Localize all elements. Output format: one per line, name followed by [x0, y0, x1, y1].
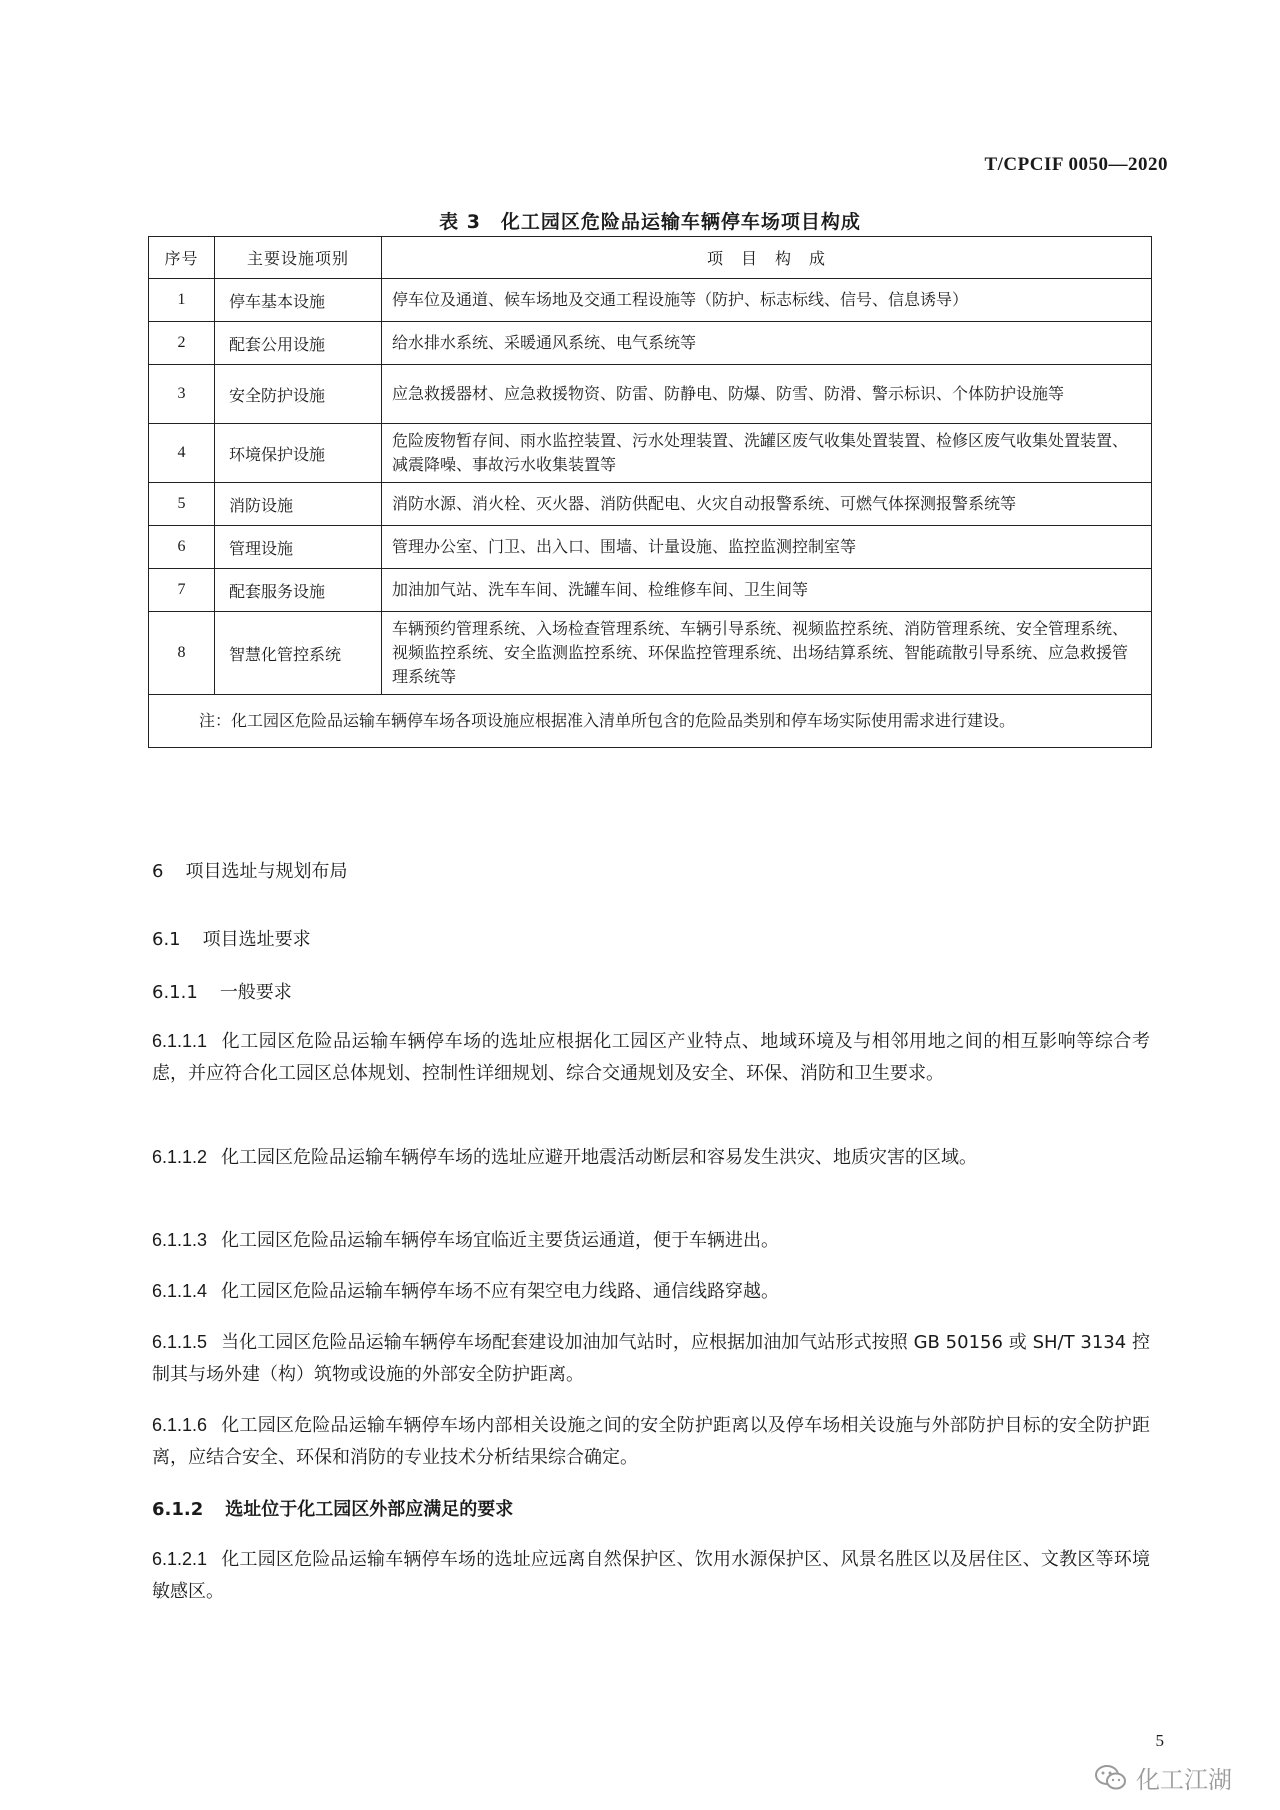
section-number: 6.1.1: [152, 982, 198, 1003]
clause-6-1-2-1: [152, 1543, 1150, 1608]
clause-number: 6.1.1.5: [152, 1332, 208, 1352]
table-row: [149, 279, 1152, 322]
table-row: [149, 483, 1152, 526]
clause-text: 化工园区危险品运输车辆停车场的选址应根据化工园区产业特点、地域环境及与相邻用地之间的相互影响等综合考虑，并应符合化工园区总体规划、控制性详细规划、综合交通规划及安全、环保、消防和卫生要求。: [152, 1031, 1150, 1084]
clause-6-1-1-3: [152, 1224, 1150, 1257]
clause-number: 6.1.1.6: [152, 1415, 208, 1435]
row-facility: 停车基本设施: [215, 279, 382, 322]
document-code: T/CPCIF 0050—2020: [984, 154, 1168, 175]
section-title: 项目选址要求: [202, 929, 311, 950]
table-row: [149, 322, 1152, 365]
project-composition-table: [148, 236, 1152, 748]
wechat-icon: [1094, 1763, 1128, 1793]
row-content: 车辆预约管理系统、入场检查管理系统、车辆引导系统、视频监控系统、消防管理系统、安全管理系统、视频监控系统、安全监测监控系统、环保监控管理系统、出场结算系统、智能疏散引导系统、应急救援管理系统等: [382, 612, 1152, 695]
watermark: [1094, 1760, 1232, 1795]
row-no: 3: [149, 365, 215, 424]
section-title: 选址位于化工园区外部应满足的要求: [225, 1499, 514, 1520]
clause-number: 6.1.2.1: [152, 1549, 208, 1569]
section-heading-6-1-1: [152, 978, 292, 1004]
clause-text: 化工园区危险品运输车辆停车场内部相关设施之间的安全防护距离以及停车场相关设施与外部防护目标的安全防护距离，应结合安全、环保和消防的专业技术分析结果综合确定。: [152, 1415, 1150, 1468]
row-content: 管理办公室、门卫、出入口、围墙、计量设施、监控监测控制室等: [382, 526, 1152, 569]
section-title: 项目选址与规划布局: [185, 861, 348, 882]
watermark-text: 化工江湖: [1136, 1766, 1232, 1794]
row-content: 给水排水系统、采暖通风系统、电气系统等: [382, 322, 1152, 365]
clause-text: 化工园区危险品运输车辆停车场的选址应远离自然保护区、饮用水源保护区、风景名胜区以及居住区、文教区等环境敏感区。: [152, 1549, 1150, 1602]
page-number: 5: [1155, 1731, 1164, 1750]
clause-6-1-1-2: [152, 1141, 1150, 1174]
section-heading-6-1-2: [152, 1495, 513, 1521]
clause-text: 化工园区危险品运输车辆停车场的选址应避开地震活动断层和容易发生洪灾、地质灾害的区域。: [221, 1147, 978, 1168]
table-row: [149, 526, 1152, 569]
header-no: 序号: [149, 237, 215, 279]
row-facility: 配套服务设施: [215, 569, 382, 612]
section-number: 6.1: [152, 929, 181, 950]
clause-number: 6.1.1.1: [152, 1031, 208, 1051]
clause-6-1-1-5: [152, 1326, 1150, 1391]
row-content: 停车位及通道、候车场地及交通工程设施等（防护、标志标线、信号、信息诱导）: [382, 279, 1152, 322]
section-title: 一般要求: [219, 982, 292, 1003]
row-content: 危险废物暂存间、雨水监控装置、污水处理装置、洗罐区废气收集处置装置、检修区废气收集处置装置、减震降噪、事故污水收集装置等: [382, 424, 1152, 483]
clause-number: 6.1.1.4: [152, 1281, 208, 1301]
table-row: [149, 424, 1152, 483]
clause-number: 6.1.1.2: [152, 1147, 208, 1167]
row-no: 5: [149, 483, 215, 526]
row-content: 加油加气站、洗车车间、洗罐车间、检维修车间、卫生间等: [382, 569, 1152, 612]
section-heading-6: [152, 857, 347, 883]
row-facility: 智慧化管控系统: [215, 612, 382, 695]
row-no: 4: [149, 424, 215, 483]
row-facility: 管理设施: [215, 526, 382, 569]
clause-text: 当化工园区危险品运输车辆停车场配套建设加油加气站时，应根据加油加气站形式按照 GB 50156 或 SH/T 3134 控制其与场外建（构）筑物或设施的外部安全防护距离。: [152, 1332, 1150, 1385]
row-facility: 环境保护设施: [215, 424, 382, 483]
row-no: 1: [149, 279, 215, 322]
table-row: [149, 365, 1152, 424]
row-content: 消防水源、消火栓、灭火器、消防供配电、火灾自动报警系统、可燃气体探测报警系统等: [382, 483, 1152, 526]
row-no: 7: [149, 569, 215, 612]
clause-6-1-1-6: [152, 1409, 1150, 1474]
header-content: 项 目 构 成: [382, 237, 1152, 279]
section-number: 6: [152, 861, 164, 882]
clause-number: 6.1.1.3: [152, 1230, 208, 1250]
note-label: 注：: [199, 711, 232, 730]
note-text: 化工园区危险品运输车辆停车场各项设施应根据准入清单所包含的危险品类别和停车场实际使用需求进行建设。: [231, 711, 1016, 730]
row-facility: 消防设施: [215, 483, 382, 526]
clause-6-1-1-4: [152, 1275, 1150, 1308]
row-no: 2: [149, 322, 215, 365]
row-no: 8: [149, 612, 215, 695]
clause-6-1-1-1: [152, 1025, 1150, 1090]
table-row: [149, 569, 1152, 612]
clause-text: 化工园区危险品运输车辆停车场不应有架空电力线路、通信线路穿越。: [221, 1281, 780, 1302]
header-facility: 主要设施项别: [215, 237, 382, 279]
clause-text: 化工园区危险品运输车辆停车场宜临近主要货运通道，便于车辆进出。: [221, 1230, 780, 1251]
section-heading-6-1: [152, 925, 311, 951]
table-note: [149, 695, 1152, 748]
row-facility: 配套公用设施: [215, 322, 382, 365]
table-row: [149, 612, 1152, 695]
table-header-row: [149, 237, 1152, 279]
row-facility: 安全防护设施: [215, 365, 382, 424]
section-number: 6.1.2: [152, 1499, 204, 1520]
row-no: 6: [149, 526, 215, 569]
table-title: 表 3 化工园区危险品运输车辆停车场项目构成: [439, 211, 861, 233]
table-note-row: [149, 695, 1152, 748]
row-content: 应急救援器材、应急救援物资、防雷、防静电、防爆、防雪、防滑、警示标识、个体防护设施等: [382, 365, 1152, 424]
